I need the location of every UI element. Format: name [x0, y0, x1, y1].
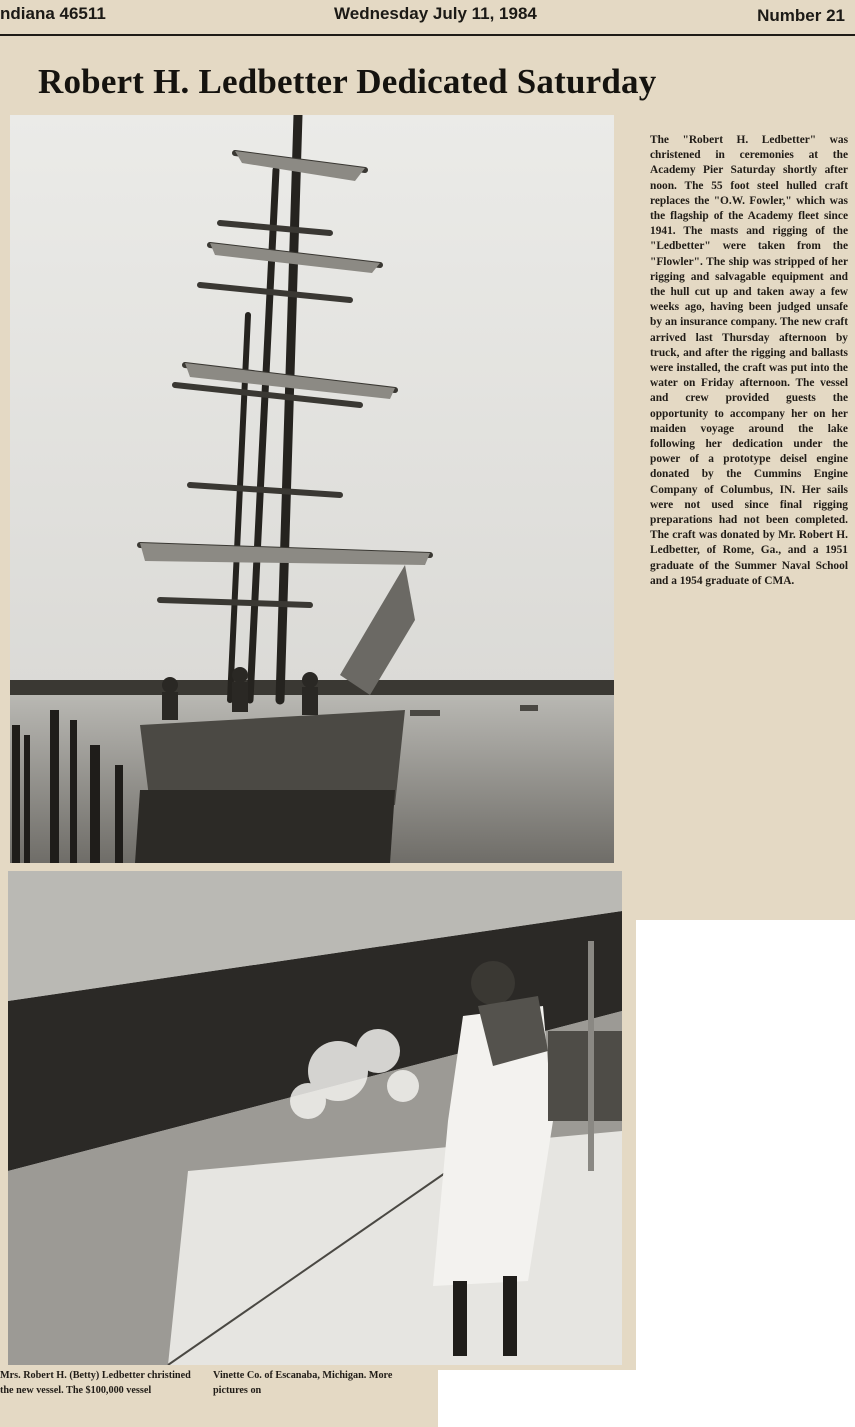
clipping-cutout-right [636, 920, 855, 1427]
masthead [0, 4, 855, 30]
ship-photo [10, 115, 614, 863]
photo-caption-column-2: Vinette Co. of Escanaba, Michigan. More pictures on [213, 1370, 393, 1396]
masthead-date: Wednesday July 11, 1984 [334, 4, 537, 23]
masthead-rule [0, 34, 855, 36]
christening-photo [8, 871, 622, 1365]
masthead-issue-number: Number 21 [757, 6, 845, 25]
headline: Robert H. Ledbetter Dedicated Saturday [38, 62, 657, 101]
article-body: The "Robert H. Ledbetter" was christened in ceremonies at the Academy Pier Saturday shortly after noon. The 55 foot steel hulled craft replaces the "O.W. Fowler," which was the flagship of the Academy fleet since 1941. The masts and rigging of the "Ledbetter" were taken from the "Flowler". The ship was stripped of her rigging and salvagable equipment and the hull cut up and taken away a few weeks ago, having been judged unsafe by an insurance company. The new craft arrived last Thursday afternoon by truck, and after the rigging and ballasts were installed, the craft was put into the water on Friday afternoon. The vessel and crew provided guests the opportunity to accompany her on her maiden voyage around the lake following her dedication under the power of a prototype deisel engine donated by the Cummins Engine Company of Columbus, IN. Her sails were not used since final rigging preparations had not been completed. The craft was donated by Mr. Robert H. Ledbetter, of Rome, Ga., and a 1951 graduate of the Summer Naval School and a 1954 graduate of CMA. [650, 134, 848, 587]
clipping-cutout-bottom [438, 1370, 638, 1427]
masthead-location: ndiana 46511 [0, 4, 106, 23]
photo-caption-column-1: Mrs. Robert H. (Betty) Ledbetter christined the new vessel. The $100,000 vessel [0, 1370, 191, 1396]
ship-photo-image [10, 115, 614, 863]
christening-photo-image [8, 871, 622, 1365]
